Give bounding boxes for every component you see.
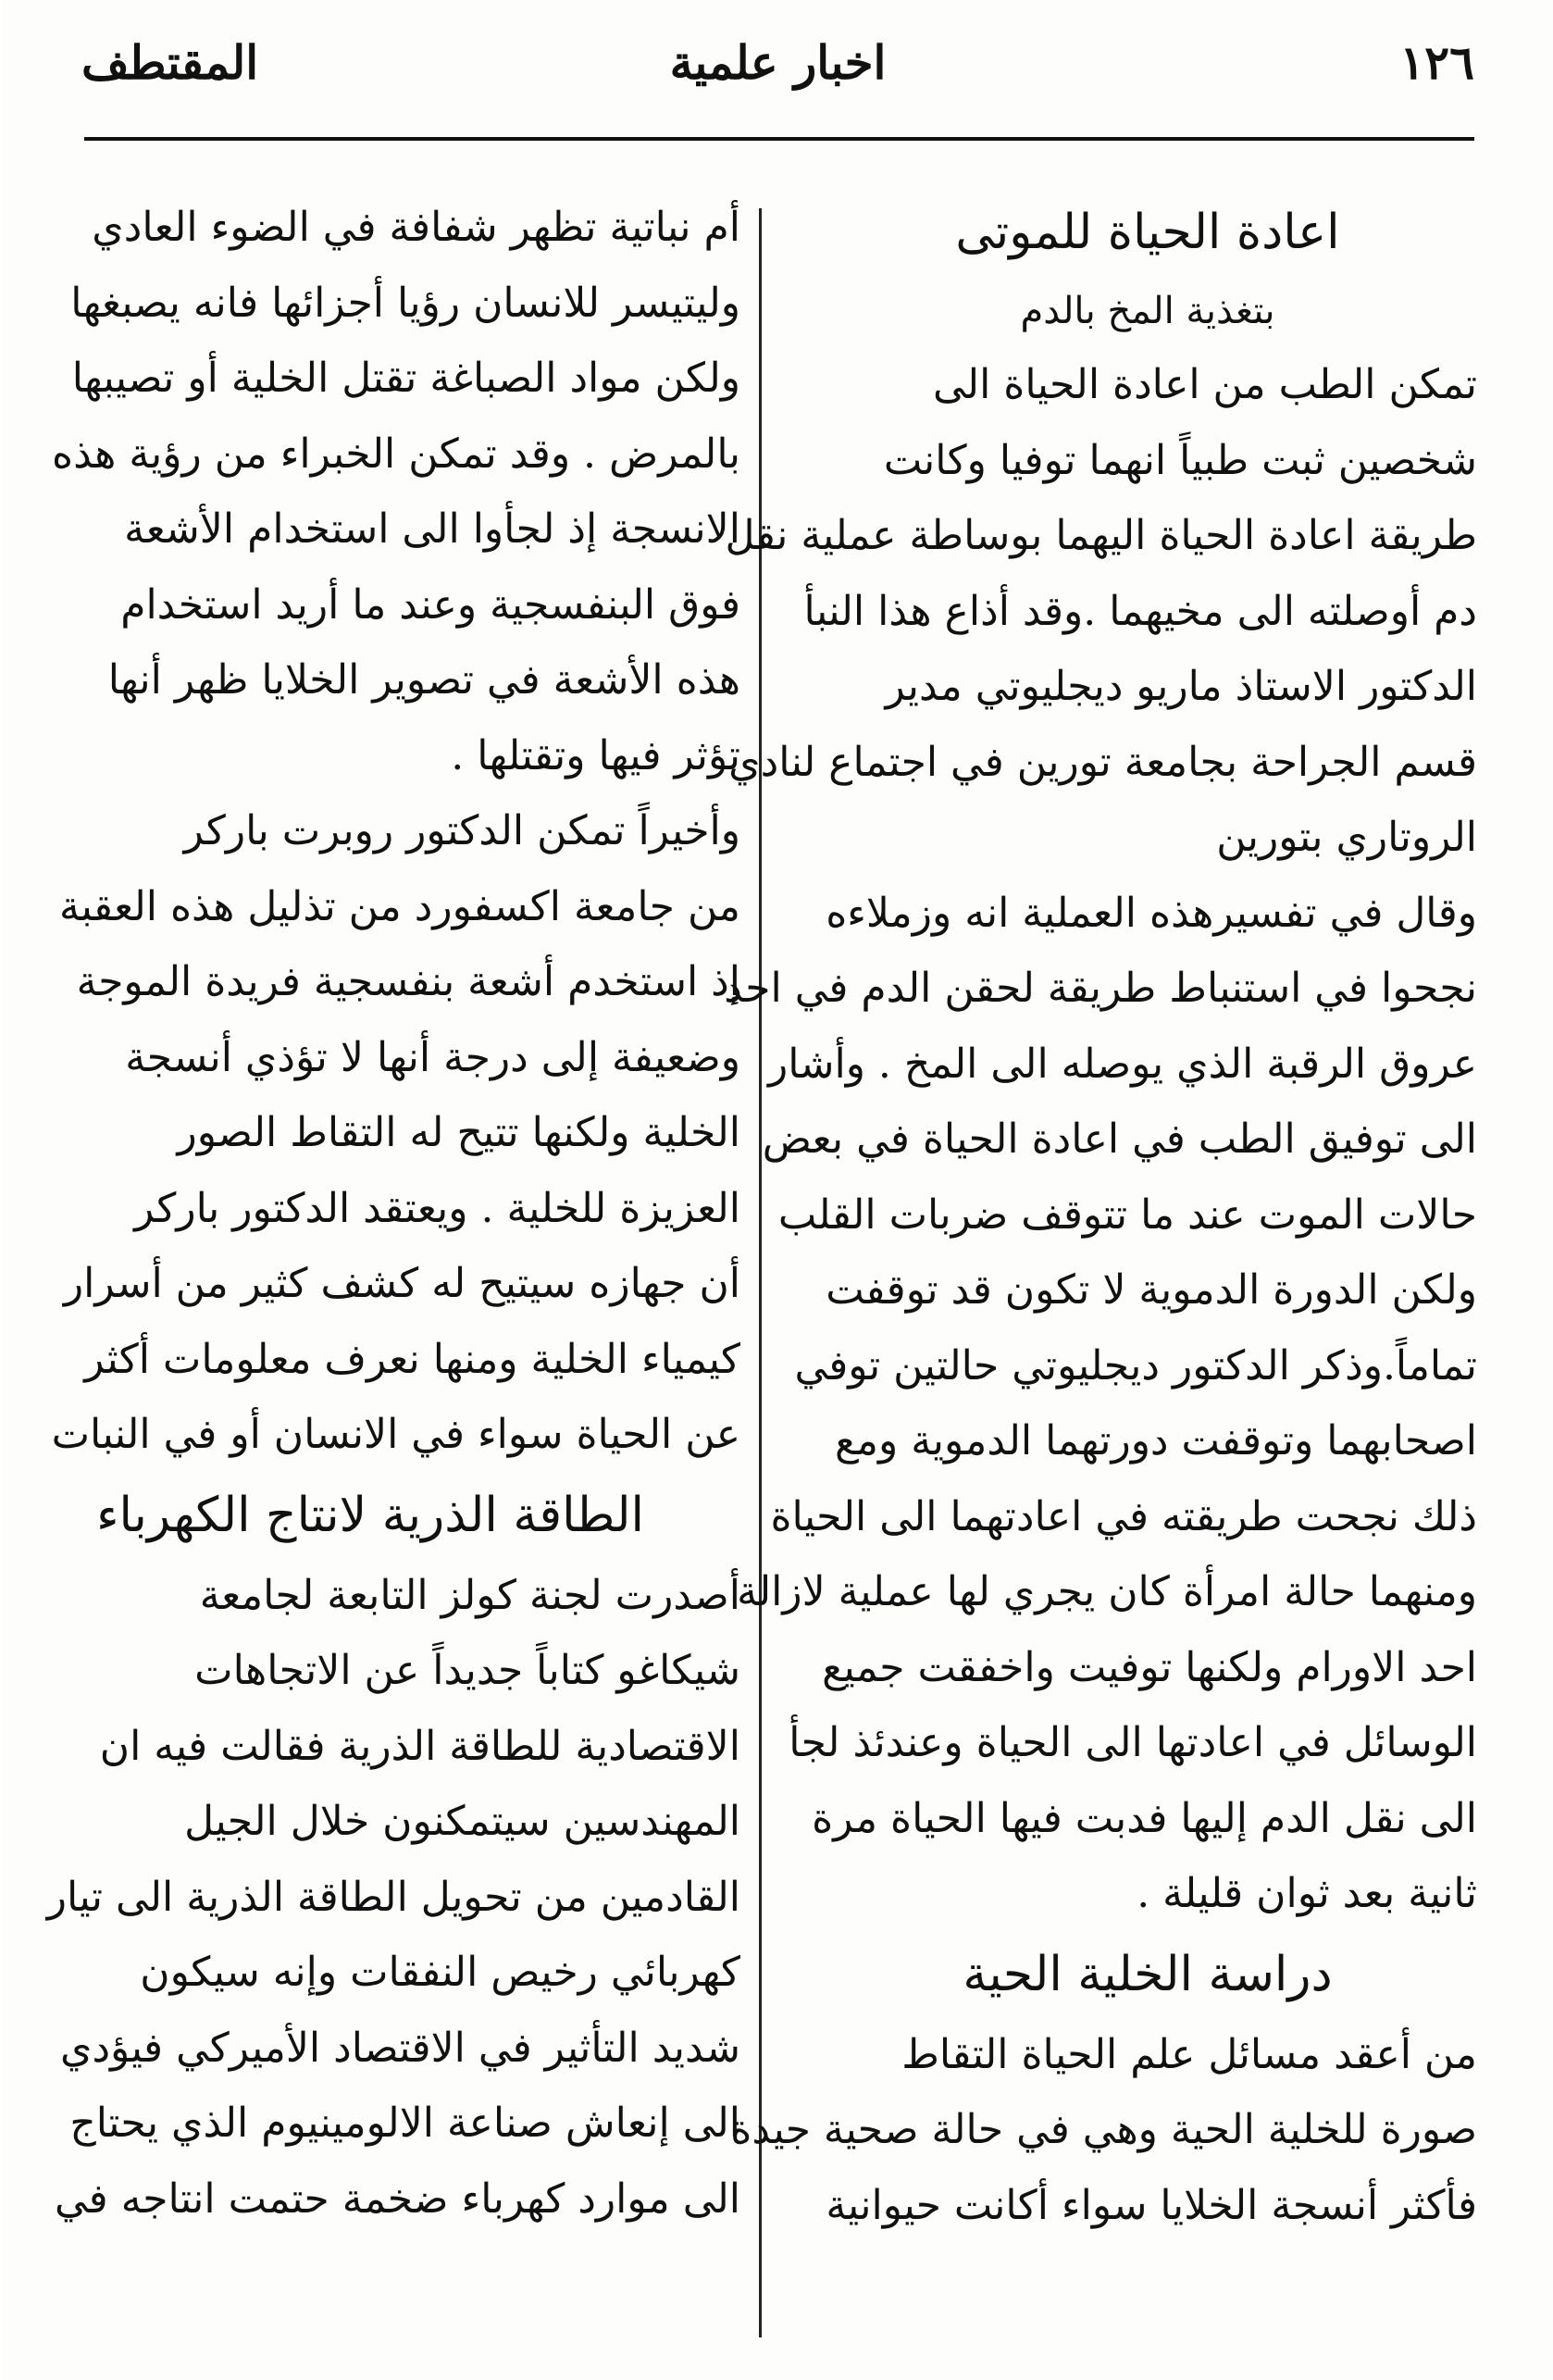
- text-line: شيكاغو كتاباً جديداً عن الاتجاهات: [194, 1647, 740, 1694]
- text-line: بالمرض . وقد تمكن الخبراء من رؤية هذه: [52, 430, 740, 478]
- article-subtitle: بتغذية المخ بالدم: [1020, 290, 1275, 332]
- text-line: وأخيراً تمكن الدكتور روبرت باركر: [183, 807, 740, 854]
- text-line: القادمين من تحويل الطاقة الذرية الى تيار: [46, 1873, 740, 1921]
- text-line: وقال في تفسيرهذه العملية انه وزملاءه: [826, 889, 1477, 937]
- text-line: من أعقد مسائل علم الحياة التقاط: [901, 2030, 1477, 2078]
- text-line: فأكثر أنسجة الخلايا سواء أكانت حيوانية: [826, 2181, 1477, 2229]
- text-line: تماماً.وذكر الدكتور ديجليوتي حالتين توفي: [794, 1341, 1477, 1389]
- text-line: الى توفيق الطب في اعادة الحياة في بعض: [762, 1115, 1477, 1163]
- text-line: الى نقل الدم إليها فدبت فيها الحياة مرة: [812, 1794, 1477, 1842]
- text-line: طريقة اعادة الحياة اليهما بوساطة عملية نقل: [725, 512, 1477, 559]
- text-line: وليتيسر للانسان رؤيا أجزائها فانه يصبغها: [70, 279, 740, 327]
- text-line: كهربائي رخيص النفقات وإنه سيكون: [140, 1949, 740, 1996]
- text-line: عروق الرقبة الذي يوصله الى المخ . وأشار: [767, 1040, 1477, 1088]
- text-line: إذ استخدم أشعة بنفسجية فريدة الموجة: [76, 958, 740, 1005]
- text-line: أن جهازه سيتيح له كشف كثير من أسرار: [63, 1260, 740, 1307]
- page-number: ١٢٦: [1399, 35, 1474, 90]
- text-line: الدكتور الاستاذ ماريو ديجليوتي مدير: [885, 663, 1477, 710]
- text-line: كيمياء الخلية ومنها نعرف معلومات أكثر: [84, 1335, 740, 1383]
- journal-name: المقتطف: [81, 35, 259, 90]
- text-line: العزيزة للخلية . ويعتقد الدكتور باركر: [134, 1184, 740, 1232]
- text-line: احد الاورام ولكنها توفيت واخفقت جميع: [822, 1643, 1477, 1691]
- article-body: [0, 1558, 740, 2237]
- page-header: [81, 35, 1474, 109]
- text-line: المهندسين سيتمكنون خلال الجيل: [184, 1798, 740, 1845]
- text-line: الانسجة إذ لجأوا الى استخدام الأشعة: [124, 505, 740, 553]
- article-continuation: [0, 190, 740, 1473]
- text-line: شديد التأثير في الاقتصاد الأميركي فيؤدي: [60, 2024, 740, 2072]
- article-body: [730, 2017, 1477, 2244]
- text-line: الى موارد كهرباء ضخمة حتمت انتاجه في: [55, 2174, 740, 2223]
- text-line: وضعيفة إلى درجة أنها لا تؤذي أنسجة: [125, 1033, 740, 1081]
- text-line: الروتاري بتورين: [1216, 814, 1477, 861]
- text-line: دم أوصلته الى مخيهما .وقد أذاع هذا النبأ: [803, 587, 1477, 635]
- text-line: ولكن مواد الصباغة تقتل الخلية أو تصيبها: [71, 355, 740, 402]
- text-line: تؤثر فيها وتقتلها .: [451, 731, 740, 779]
- article-title: دراسة الخلية الحية: [963, 1946, 1333, 2002]
- right-column: [724, 190, 1477, 2347]
- text-line: ثانية بعد ثوان قليلة .: [1137, 1870, 1477, 1917]
- text-line: حالات الموت عند ما تتوقف ضربات القلب: [777, 1190, 1477, 1239]
- text-line: شخصين ثبت طبياً انهما توفيا وكانت: [883, 436, 1477, 484]
- journal-page: [3, 0, 1553, 2380]
- text-line: ذلك نجحت طريقته في اعادتهما الى الحياة: [770, 1492, 1477, 1540]
- text-line: ومنهما حالة امرأة كان يجري لها عملية لازالة: [737, 1568, 1477, 1615]
- article-title: اعادة الحياة للموتى: [955, 205, 1340, 260]
- article-body: [724, 347, 1477, 1932]
- left-column: [0, 190, 740, 2347]
- text-line: عن الحياة سواء في الانسان أو في النبات: [51, 1411, 740, 1458]
- text-line: ولكن الدورة الدموية لا تكون قد توقفت: [826, 1266, 1477, 1314]
- text-line: اصحابهما وتوقفت دورتهما الدموية ومع: [835, 1417, 1477, 1464]
- header-rule: [84, 137, 1474, 141]
- text-line: قسم الجراحة بجامعة تورين في اجتماع لنادي: [728, 738, 1477, 786]
- text-line: نجحوا في استنباط طريقة لحقن الدم في احد: [724, 965, 1477, 1012]
- text-line: تمكن الطب من اعادة الحياة الى: [932, 361, 1477, 408]
- text-line: الوسائل في اعادتها الى الحياة وعندئذ لجأ: [789, 1719, 1477, 1766]
- text-line: هذه الأشعة في تصوير الخلايا ظهر أنها: [107, 656, 740, 704]
- text-line: فوق البنفسجية وعند ما أريد استخدام: [120, 580, 740, 629]
- text-line: أم نباتية تظهر شفافة في الضوء العادي: [92, 204, 740, 251]
- text-line: الى إنعاش صناعة الالومينيوم الذي يحتاج: [69, 2100, 740, 2147]
- section-title: اخبار علمية: [669, 35, 887, 90]
- text-line: أصدرت لجنة كولز التابعة لجامعة: [199, 1571, 740, 1619]
- text-line: الاقتصادية للطاقة الذرية فقالت فيه ان: [99, 1722, 740, 1770]
- text-line: الخلية ولكنها تتيح له التقاط الصور: [177, 1109, 740, 1156]
- article-title: الطاقة الذرية لانتاج الكهرباء: [96, 1487, 644, 1543]
- text-line: صورة للخلية الحية وهي في حالة صحية جيدة: [730, 2106, 1477, 2153]
- text-line: من جامعة اكسفورد من تذليل هذه العقبة: [59, 882, 740, 930]
